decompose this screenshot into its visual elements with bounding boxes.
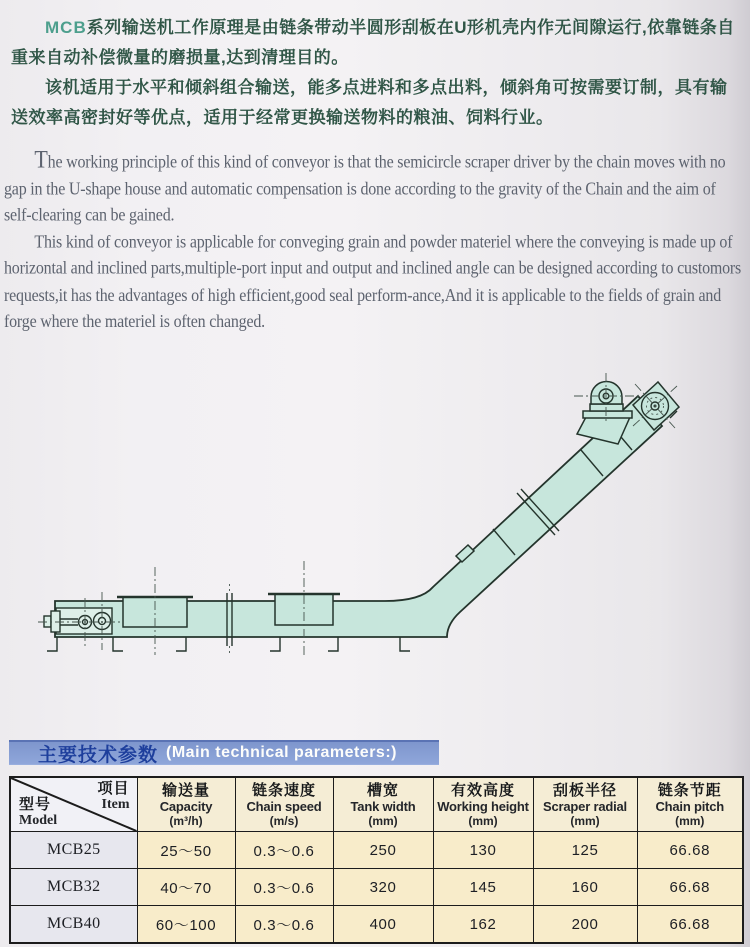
value-cell: 40～70 — [137, 869, 235, 906]
model-cell: MCB25 — [10, 832, 137, 869]
value-cell: 66.68 — [637, 906, 743, 944]
header-row — [10, 777, 743, 832]
inlet-hopper-2 — [268, 561, 340, 658]
value-cell: 66.68 — [637, 869, 743, 906]
parameters-table — [9, 776, 744, 944]
value-cell: 0.3～0.6 — [235, 832, 333, 869]
value-cell: 320 — [333, 869, 433, 906]
intro-paragraph-cn-2: 该机适用于水平和倾斜组合输送，能多点进料和多点出料，倾斜角可按需要订制，具有输送效率高密封好等优点，适用于经常更换输送物料的粮油、饲料行业。 — [11, 78, 728, 127]
value-cell: 130 — [433, 832, 533, 869]
section-title-en: (Main technical parameters:) — [166, 744, 397, 761]
col-header-chain-pitch: 链条节距 Chain pitch (mm) — [637, 777, 743, 832]
conveyor-diagram — [0, 360, 750, 700]
col-header-capacity: 输送量 Capacity (m³/h) — [137, 777, 235, 832]
col-header-scraper-radial: 刮板半径 Scraper radial (mm) — [533, 777, 637, 832]
table-row — [10, 832, 743, 869]
intro-paragraph-en-2: This kind of conveyor is applicable for conveging grain and powder materiel where the conveying is made up of horizontal and inclined parts,multiple-port input and output and inclined angle can be designed according to customors requests,it has the advantages of high efficient,good seal perform-ance,And it is applicable to the fields of grain and forge where the materiel is often changed. — [4, 232, 742, 332]
english-intro — [4, 146, 746, 335]
value-cell: 160 — [533, 869, 637, 906]
model-cell: MCB32 — [10, 869, 137, 906]
dropcap-letter: T — [34, 144, 48, 174]
value-cell: 400 — [333, 906, 433, 944]
intro-paragraph-cn-1 — [11, 13, 741, 73]
intro-en-1-text: he working principle of this kind of conveyor is that the semicircle scraper driver by the chain moves with no gap in the U-shape house and automatic compensation is done according to the gravity of the Chain and the aim of self-clearing can be gained. — [4, 152, 726, 226]
mcb-model-highlight: MCB — [45, 18, 87, 37]
col-header-chain-speed: 链条速度 Chain speed (m/s) — [235, 777, 333, 832]
value-cell: 60～100 — [137, 906, 235, 944]
inlet-hopper-1 — [117, 567, 193, 655]
value-cell: 145 — [433, 869, 533, 906]
col-header-tank-width: 槽宽 Tank width (mm) — [333, 777, 433, 832]
corner-item-label: 项目 Item — [97, 780, 130, 812]
value-cell: 200 — [533, 906, 637, 944]
value-cell: 25～50 — [137, 832, 235, 869]
model-cell: MCB40 — [10, 906, 137, 944]
value-cell: 66.68 — [637, 832, 743, 869]
intro-paragraph-en-1 — [4, 146, 746, 229]
col-header-working-height: 有效高度 Working height (mm) — [433, 777, 533, 832]
corner-cell — [10, 777, 137, 832]
support-legs — [47, 637, 410, 651]
value-cell: 125 — [533, 832, 637, 869]
table-row — [10, 906, 743, 944]
intro-cn-1-text: 系列输送机工作原理是由链条带动半圆形刮板在U形机壳内作无间隙运行,依靠链条自重来自动补偿微量的磨损量,达到清理目的。 — [11, 18, 735, 67]
value-cell: 162 — [433, 906, 533, 944]
chinese-intro — [11, 13, 741, 133]
corner-model-label: 型号 Model — [19, 796, 58, 828]
section-title-cn: 主要技术参数 — [38, 744, 159, 766]
value-cell: 250 — [333, 832, 433, 869]
table-row — [10, 869, 743, 906]
section-title-bar — [9, 740, 439, 765]
value-cell: 0.3～0.6 — [235, 869, 333, 906]
value-cell: 0.3～0.6 — [235, 906, 333, 944]
